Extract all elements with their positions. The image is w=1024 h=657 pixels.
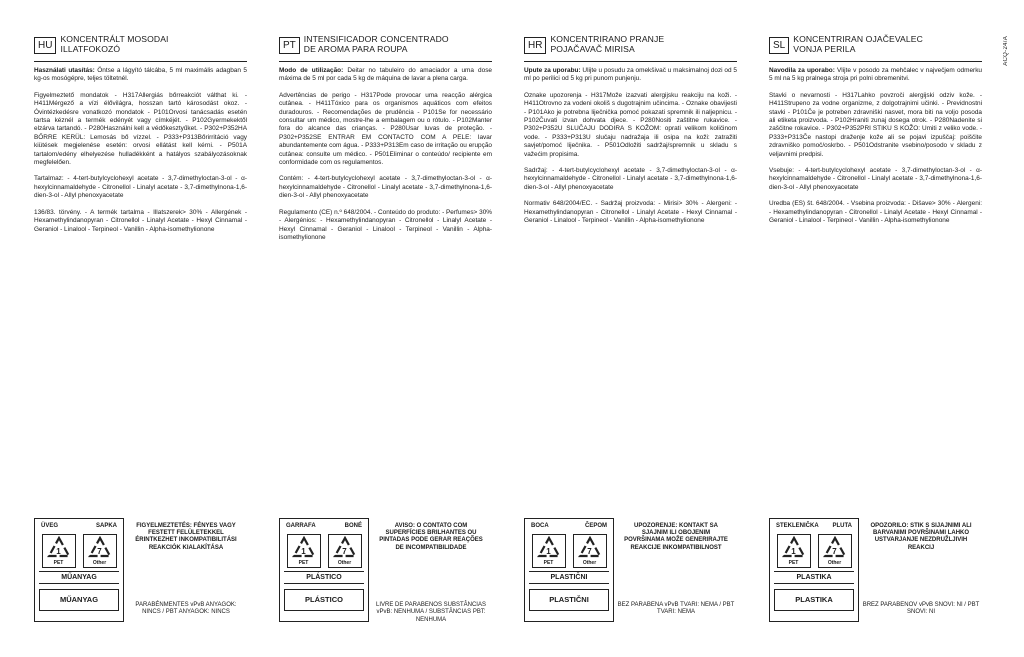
material-label: MŰANYAG <box>39 571 119 584</box>
product-title: KONCENTRIRAN OJAČEVALEC VONJA PERILA <box>793 34 923 54</box>
language-code: SL <box>769 37 789 54</box>
contains-paragraph: Tartalmaz: - 4-tert-butylcyclohexyl acetate - 3,7-dimethyloctan-3-ol - α-hexylcinnamaldehyde - Citronellol - Linalyl acetate - 3,7-dimethylnona-1,6-dien-3-ol - Allyl phenoxyacetate <box>34 175 247 200</box>
contains-paragraph: Contém: - 4-tert-butylcyclohexyl acetate - 3,7-dimethyloctan-3-ol - α-hexylcinnamaldehyde - Citronellol - Linalyl acetate - 3,7-dimethylnona-1,6-dien-3-ol - Allyl phenoxyacetate <box>279 175 492 200</box>
language-code: PT <box>279 37 300 54</box>
usage-paragraph: Upute za uporabu: Ulijte u posudu za omekšivač u maksimalnoj dozi od 5 ml po perilici od 5 kg pri punom punjenju. <box>524 67 737 83</box>
usage-paragraph: Használati utasítás: Öntse a lágyító tálcába, 5 ml maximális adagban 5 kg-os mosógépre, teljes töltetnél. <box>34 67 247 83</box>
reference-code: ACQ-24/A <box>1003 36 1009 66</box>
regulation-paragraph: 136/83. törvény. - A termék tartalma - Illatszerek> 30% - Allergének - Hexamethylindanopyran - Citronellol - Linalyl Acetate - Hexyl Cinnamal - Geraniol - Linalool - Terpineol - Vanillin - Alpha-isomethylionone <box>34 208 247 233</box>
recycle-other-icon: 7 Other <box>818 534 852 568</box>
cap-part-label: PLUTA <box>832 523 852 529</box>
cap-part-label: SAPKA <box>95 523 117 529</box>
recycling-label <box>34 518 124 622</box>
hazard-paragraph: Advertências de perigo - H317Pode provocar uma reacção alérgica cutânea. - H411Tóxico para os organismos aquáticos com efeitos duradouros. - Recomendações de prudência - P101Se for necessário consultar um médico, mostre-lhe a embalagem ou o rótulo. - P102Manter fora do alcance das crianças. - P280Usar luvas de proteção. - P302+P352SE ENTRAR EM CONTACTO COM A PELE: lavar abundantemente com água. - P333+P313Em caso de irritação ou erupção cutânea: consulte um médico. - P501Eliminar o conteúdo/ recipiente em conformidade com os regulamentos. <box>279 91 492 167</box>
recycling-label <box>279 518 369 622</box>
column-body <box>524 67 737 226</box>
cap-part-label: BONÉ <box>344 523 362 529</box>
contact-warning: UPOZORENJE: KONTAKT SA SJAJNIM ILI OBOJENIM POVRŠINAMA MOŽE GENERIRAJTE REAKCIJE INKOMPATIBILNOST <box>624 523 728 551</box>
column-body <box>769 67 982 226</box>
column-hu <box>34 34 247 242</box>
recycle-other-icon: 7 Other <box>573 534 607 568</box>
regulation-paragraph: Normativ 648/2004/EC. - Sadržaj proizvoda: - Mirisi> 30% - Alergeni: - Hexamethylindanopyran - Citronellol - Linalyl Acetate - Hexyl Cinnamal - Geraniol - Linalool - Terpineol - Vanillin - Alpha-isomethylionone <box>524 200 737 225</box>
paraben-free-statement: BEZ PARABENA vPvB TVARI: NEMA / PBT TVARI: NEMA <box>617 602 735 616</box>
material-label: PLASTIKA <box>774 571 854 584</box>
recycle-pet-icon: 1 PET <box>287 534 321 568</box>
bottle-part-label: GARRAFA <box>286 523 316 529</box>
contact-warning: FIGYELMEZTETÉS: FÉNYES VAGY FESTETT FELÜLETEKKEL ÉRINTKEZHET INKOMPATIBILITÁSI REAKCIÓK KIALAKÍTÁSA <box>135 523 237 551</box>
contact-warning: AVISO: O CONTATO COM SUPERFÍCIES BRILHANTES OU PINTADAS PODE GERAR REAÇÕES DE INCOMPATIBILIDADE <box>379 523 483 551</box>
paraben-free-statement: BREZ PARABENOV vPvB SNOVI: NI / PBT SNOVI: NI <box>862 602 980 616</box>
recycle-pet-icon: 1 PET <box>532 534 566 568</box>
column-hr <box>524 34 737 234</box>
contains-paragraph: Vsebuje: - 4-tert-butylcyclohexyl acetate - 3,7-dimethyloctan-3-ol - α-hexylcinnamaldehyde - Citronellol - Linalyl acetate - 3,7-dimethylnona-1,6-dien-3-ol - Allyl phenoxyacetate <box>769 167 982 191</box>
column-sl <box>769 34 982 234</box>
recycle-other-icon: 7 Other <box>328 534 362 568</box>
column-header <box>769 34 982 62</box>
regulation-paragraph: Uredba (ES) št. 648/2004. - Vsebina proizvoda: - Dišave> 30% - Alergeni: - Hexamethylindanopyran - Citronellol - Linalyl Acetate - Hexyl Cinnamal - Geraniol - Linalool - Terpineol - Vanillin - Alpha-isomethylionone <box>769 200 982 225</box>
material-box: PLASTIČNI <box>529 589 609 611</box>
hazard-paragraph: Stavki o nevarnosti - H317Lahko povzroči alergijski odziv kože. - H411Strupeno za vodne organizme, z dolgotrajnimi učinki. - Previdnostni stavki - P101Če je potreben zdravniški nasvet, mora biti na voljo posoda ali etiketa proizvoda. - P102Hraniti zunaj dosega otrok. - P280Nadenite si zaščitne rokavice. - P302+P352PRI STIKU S KOŽO: Umiti z veliko vode. - P333+P313Če nastopi draženje kože ali se pojavi izpuščaj: poiščite zdravniško pomoč/oskrbo. - P501Odstranite vsebino/posodo v skladu z veljavnimi predpisi. <box>769 91 982 158</box>
bottle-part-label: BOCA <box>531 523 549 529</box>
language-code: HR <box>524 37 546 54</box>
recycling-label <box>769 518 859 622</box>
contains-paragraph: Sadržaj: - 4-tert-butylcyclohexyl acetate - 3,7-dimethyloctan-3-ol - α-hexylcinnamaldehyde - Citronellol - Linalyl acetate - 3,7-dimethylnona-1,6-dien-3-ol - Allyl phenoxyacetate <box>524 167 737 191</box>
usage-paragraph: Navodila za uporabo: Vlijte v posodo za mehčalec v največjem odmerku 5 ml na 5 kg pralnega stroja pri polni obremenitvi. <box>769 67 982 83</box>
column-body <box>34 67 247 234</box>
column-body <box>279 67 492 242</box>
bottle-part-label: ÜVEG <box>41 523 59 529</box>
cap-part-label: ČEPOM <box>584 523 607 529</box>
language-code: HU <box>34 37 56 54</box>
column-header <box>34 34 247 62</box>
usage-paragraph: Modo de utilização: Deitar no tabuleiro do amaciador a uma dose máxima de 5 ml por cada 5 kg de máquina de lavar a plena carga. <box>279 67 492 83</box>
material-label: PLASTIČNI <box>529 571 609 584</box>
column-pt <box>279 34 492 250</box>
regulation-paragraph: Regulamento (CE) n.º 648/2004. - Conteúdo do produto: - Perfumes> 30% - Alergénios: - Hexamethylindanopyran - Citronellol - Linalyl Acetate - Hexyl Cinnamal - Geraniol - Linalool - Terpineol - Vanillin - Alpha-isomethylionone <box>279 208 492 241</box>
material-box: PLASTIKA <box>774 589 854 611</box>
hazard-paragraph: Figyelmeztető mondatok - H317Allergiás bőrreakciót válthat ki. - H411Mérgező a vízi élővilágra, hosszan tartó károsodást okoz. - Óvintézkedésre vonatkozó mondatok - P101Orvosi tanácsadás esetén tartsa kéznél a termék edényét vagy címkéjét. - P102Gyermekektől elzárva tartandó. - P280Használni kell a védőkesztyűket. - P302+P352HA BŐRRE KERÜL: Lemosás bő vízzel. - P333+P313Bőrirritáció vagy kiütések megjelenése esetén: orvosi ellátást kell kérni. - P501A tartalom/edény elhelyezése hulladékként a hatályos szabályozásoknak megfelelően. <box>34 91 247 167</box>
column-header <box>279 34 492 62</box>
hazard-paragraph: Oznake upozorenja - H317Može izazvati alergijsku reakciju na koži. - H411Otrovno za vodeni okoliš s dugotrajnim učincima. - Oznake obavijesti - P101Ako je potrebna liječnička pomoć pokazati spremnik ili naljepnicu. - P102Čuvati izvan dohvata djece. - P280Nositi zaštitne rukavice. - P302+P352U SLUČAJU DODIRA S KOŽOM: oprati velikom količinom vode. - P333+P313U slučaju nadražaja ili osipa na koži: zatražiti savjet/pomoć liječnika. - P501Odložiti sadržaj/spremnik u skladu s važećim propisima. <box>524 91 737 158</box>
column-header <box>524 34 737 62</box>
contact-warning: OPOZORILO: STIK S SIJAJNIMI ALI BARVANIMI POVRŠINAMI LAHKO USTVARJANJE NEZDRUŽLJIVIH REAKCIJ <box>870 523 972 551</box>
bottle-part-label: STEKLENIČKA <box>776 523 819 529</box>
product-title: INTENSIFICADOR CONCENTRADO DE AROMA PARA ROUPA <box>303 34 449 54</box>
material-box: MŰANYAG <box>39 589 119 611</box>
product-title: KONCENTRÁLT MOSODAI ILLATFOKOZÓ <box>60 34 169 54</box>
recycle-other-icon: 7 Other <box>83 534 117 568</box>
paraben-free-statement: LIVRE DE PARABENOS SUBSTÂNCIAS vPvB: NENHUMA / SUBSTÂNCIAS PBT: NENHUMA <box>376 602 486 623</box>
recycling-label <box>524 518 614 622</box>
product-title: KONCENTRIRANO PRANJE POJAČAVAČ MIRISA <box>550 34 665 54</box>
material-label: PLÁSTICO <box>284 571 364 584</box>
material-box: PLÁSTICO <box>284 589 364 611</box>
recycle-pet-icon: 1 PET <box>777 534 811 568</box>
recycle-pet-icon: 1 PET <box>42 534 76 568</box>
paraben-free-statement: PARABÉNMENTES vPvB ANYAGOK: NINCS / PBT ANYAGOK: NINCS <box>135 602 237 616</box>
